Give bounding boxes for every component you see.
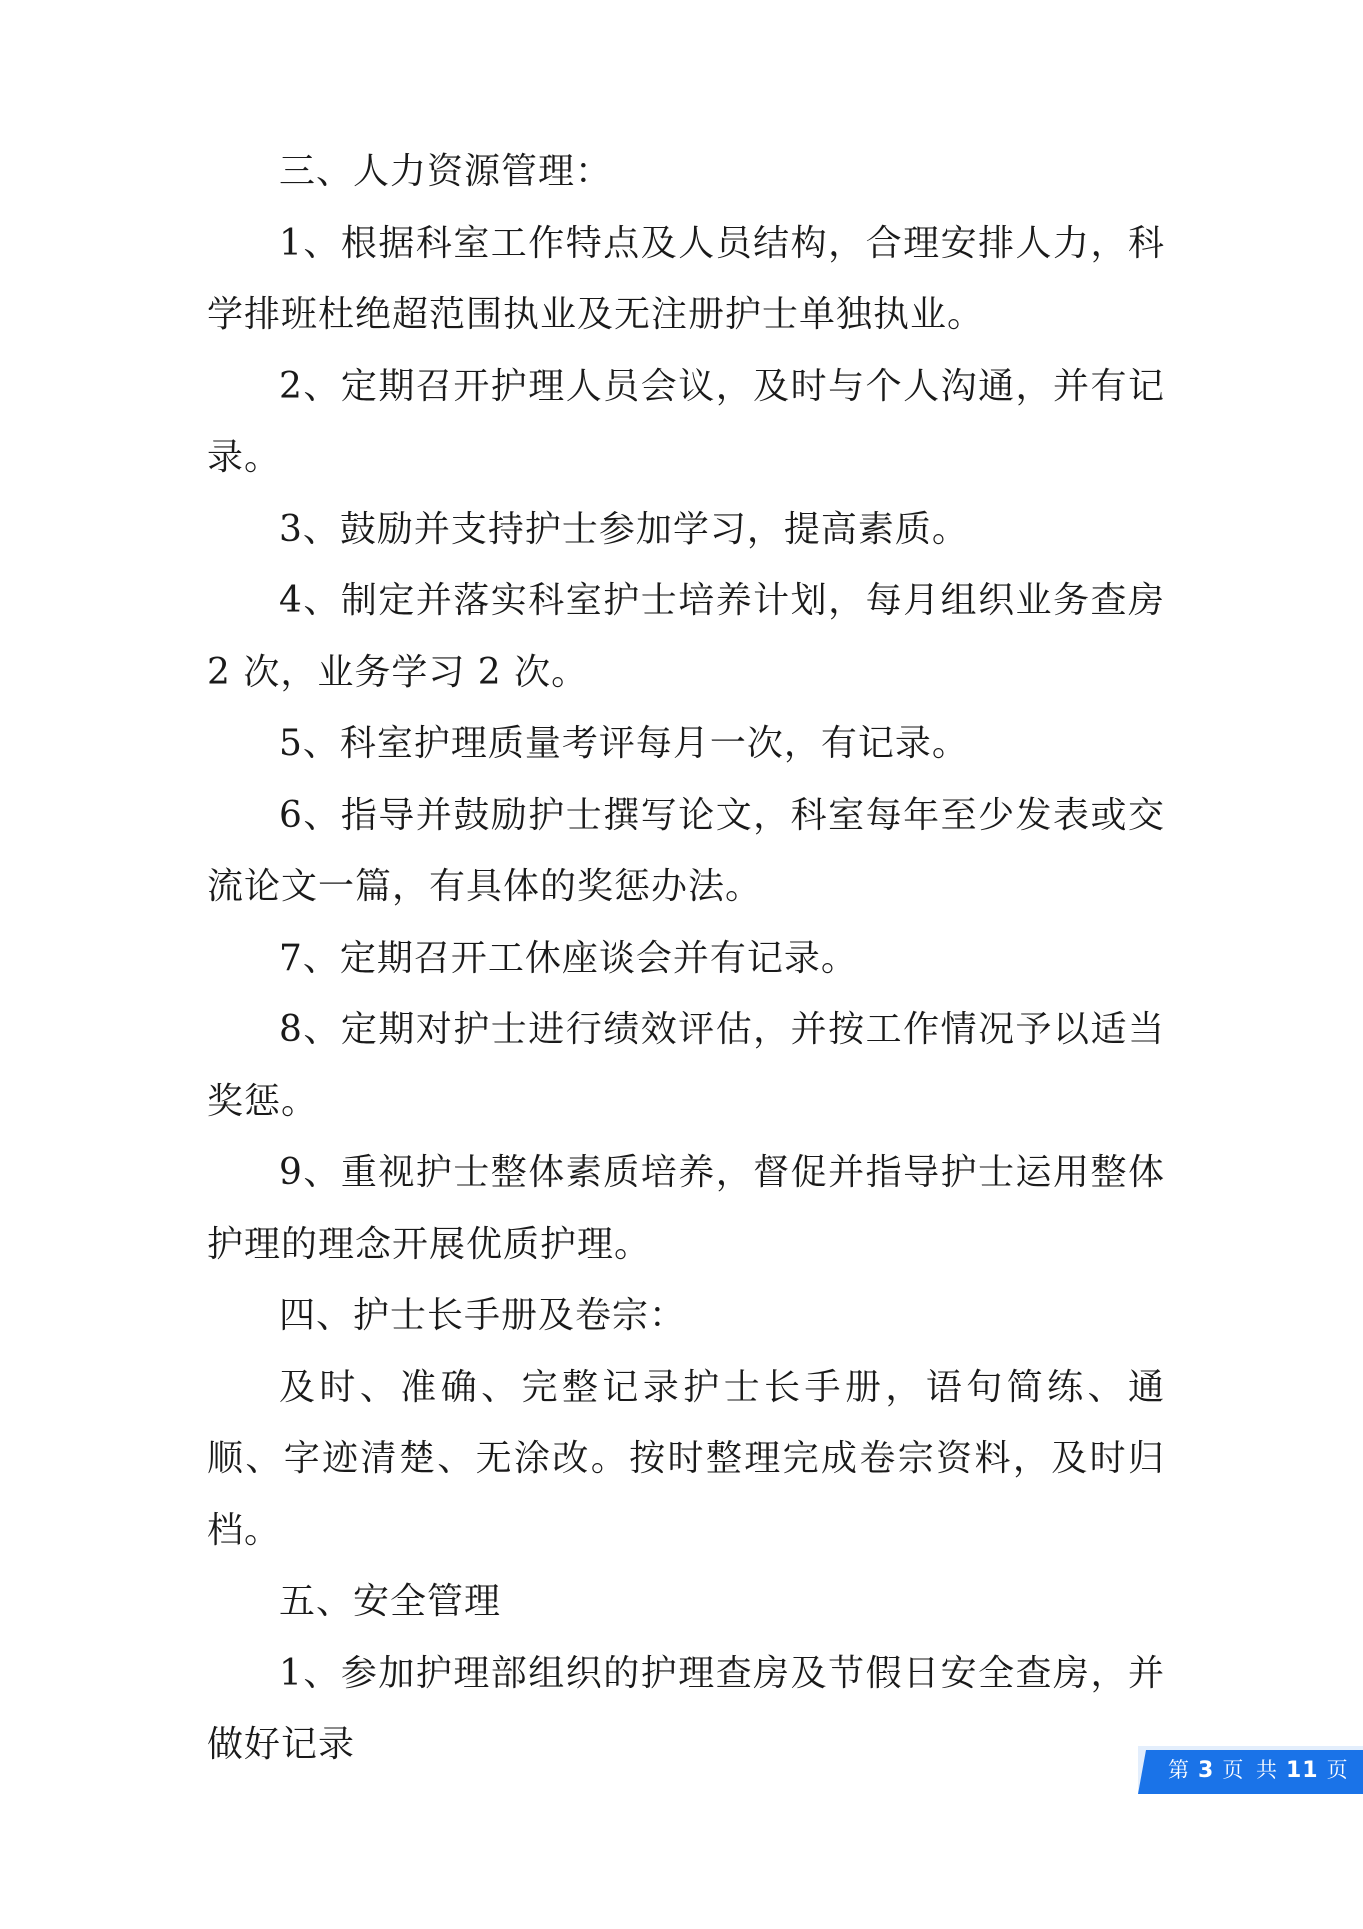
- paragraph-item: 9、重视护士整体素质培养，督促并指导护士运用整体护理的理念开展优质护理。: [207, 1152, 1165, 1265]
- section-heading-hr: 三、人力资源管理：: [279, 151, 613, 192]
- paragraph-item: 6、指导并鼓励护士撰写论文，科室每年至少发表或交流论文一篇，有具体的奖惩办法。: [207, 794, 1165, 907]
- paragraph-item: 1、根据科室工作特点及人员结构，合理安排人力，科学排班杜绝超范围执业及无注册护士单独执业。: [207, 222, 1165, 335]
- paragraph-item: 8、定期对护士进行绩效评估，并按工作情况予以适当奖惩。: [207, 1009, 1165, 1122]
- page-prefix: 第: [1168, 1758, 1190, 1782]
- paragraph-item: 3、鼓励并支持护士参加学习，提高素质。: [279, 508, 969, 550]
- current-page-number: 3: [1198, 1758, 1215, 1783]
- paragraph-item: 2、定期召开护理人员会议，及时与个人沟通，并有记录。: [207, 365, 1165, 478]
- page-suffix: 页: [1326, 1758, 1349, 1782]
- page-word: 页: [1222, 1758, 1245, 1782]
- paragraph-item: 4、制定并落实科室护士培养计划，每月组织业务查房 2 次，业务学习 2 次。: [207, 580, 1165, 693]
- section-heading-handbook: 四、护士长手册及卷宗：: [279, 1295, 687, 1336]
- document-body: [207, 136, 1165, 1781]
- paragraph-item: 1、参加护理部组织的护理查房及节假日安全查房，并做好记录: [207, 1652, 1165, 1765]
- paragraph-item: 5、科室护理质量考评每月一次，有记录。: [279, 723, 969, 764]
- page-number-text: [1166, 1746, 1351, 1794]
- total-prefix: 共: [1256, 1758, 1278, 1782]
- section-heading-safety: 五、安全管理: [279, 1581, 502, 1622]
- paragraph-item: 及时、准确、完整记录护士长手册，语句简练、通顺、字迹清楚、无涂改。按时整理完成卷宗资料，及时归档。: [207, 1366, 1165, 1551]
- page-number-badge: [1138, 1746, 1363, 1794]
- paragraph-item: 7、定期召开工休座谈会并有记录。: [279, 937, 858, 979]
- total-pages-number: 11: [1286, 1758, 1319, 1783]
